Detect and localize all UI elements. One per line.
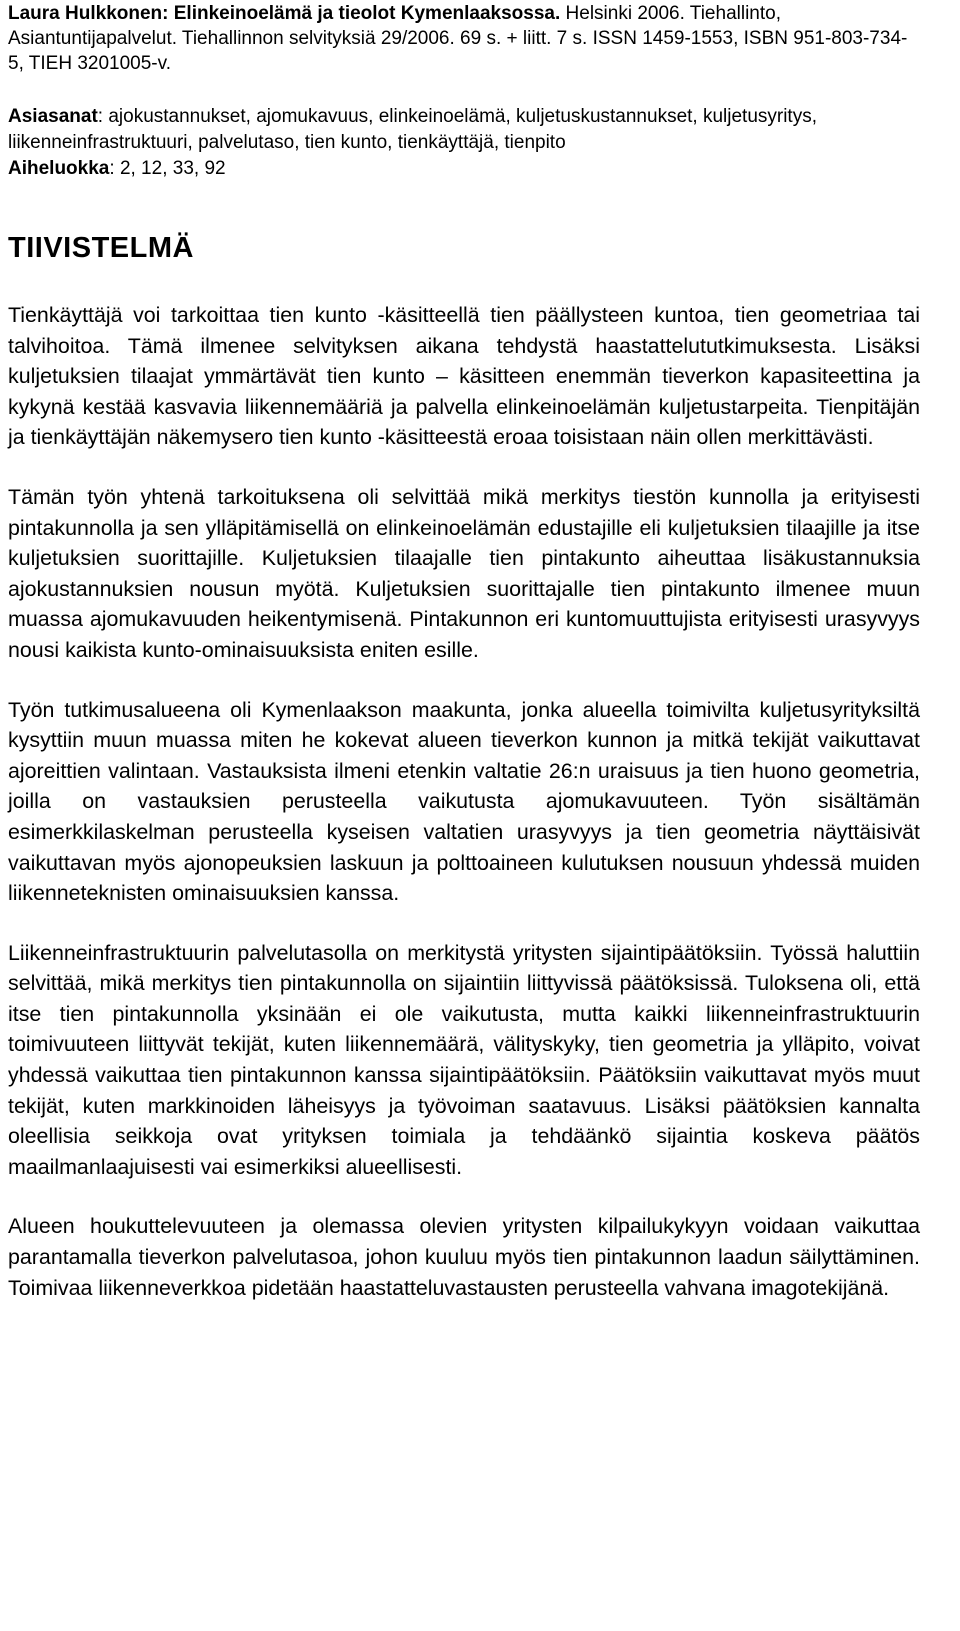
document-page [8,0,920,1303]
subject-class-label: Aiheluokka [8,158,110,179]
keywords-value: ajokustannukset, ajomukavuus, elinkeinoelämä, kuljetuskustannukset, kuljetusyritys, liikenneinfrastruktuuri, palvelutaso, tien kunto, tienkäyttäjä, tienpito [8,106,817,153]
paragraph: Työn tutkimusalueena oli Kymenlaakson maakunta, jonka alueella toimivilta kuljetusyrityksiltä kysyttiin muun muassa miten he kokevat alueen tieverkon kunnon ja mitkä tekijät vaikuttavat ajoreittien valintaan. Vastauksista ilmeni etenkin valtatie 26:n uraisuus ja tien huono geometria, joilla on vastauksien perusteella vaikutusta ajomukavuuteen. Työn sisältämän esimerkkilaskelman perusteella kyseisen valtatien urasyvyys ja tien geometria näyttäisivät vaikuttavan myös ajonopeuksien laskuun ja polttoaineen kulutuksen nousuun yhdessä muiden liikenneteknisten ominaisuuksien kanssa. [8,697,920,906]
paragraph: Tämän työn yhtenä tarkoituksena oli selvittää mikä merkitys tiestön kunnolla ja erityisesti pintakunnolla ja sen ylläpitämisellä on elinkeinoelämän edustajille eli kuljetuksien tilaajille ja itse kuljetuksien suorittajille. Kuljetuksien tilaajalle tien pintakunto aiheuttaa lisäkustannuksia ajokustannuksien nousun myötä. Kuljetuksien suorittajalle tien pintakunto ilmenee muun muassa ajomukavuuden heikentymisenä. Pintakunnon eri kuntomuuttujista erityisesti urasyvyys nousi kaikista kunto-ominaisuuksista eniten esille. [8,484,920,662]
subject-class-line [8,156,920,182]
section-heading: TIIVISTELMÄ [8,232,194,264]
subject-class-separator: : [109,158,120,179]
metadata-block [8,104,920,182]
paragraph: Alueen houkuttelevuuteen ja olemassa olevien yritysten kilpailukykyyn voidaan vaikuttaa parantamalla tieverkon palvelutasoa, johon kuuluu myös tien pintakunnon laadun säilyttäminen. Toimivaa liikenneverkkoa pidetään haastatteluvastausten perusteella vahvana imagotekijänä. [8,1214,920,1300]
citation [8,0,920,76]
paragraph: Tienkäyttäjä voi tarkoittaa tien kunto -käsitteellä tien päällysteen kuntoa, tien geometriaa tai talvihoitoa. Tämä ilmenee selvityksen aikana tehdystä haastattelututkimuksesta. Lisäksi kuljetuksien tilaajat ymmärtävät tien kunto – käsitteen enemmän tieverkon kapasiteettina ja kykynä kestää kasvavia liikennemääriä ja palvella elinkeinoelämän kuljetustarpeita. Tienpitäjän ja tienkäyttäjän näkemysero tien kunto -käsitteestä eroaa toisistaan näin ollen merkittävästi. [8,303,920,450]
subject-class-value: 2, 12, 33, 92 [119,158,226,179]
paragraph: Liikenneinfrastruktuurin palvelutasolla on merkitystä yritysten sijaintipäätöksiin. Työssä haluttiin selvittää, mikä merkitys tien pintakunnolla on sijaintiin liittyvissä päätöksissä. Tuloksena oli, että itse tien pintakunnolla yksinään ei ole vaikutusta, mutta kaikki liikenneinfrastruktuurin toimivuuteen liittyvät tekijät, kuten liikennemäärä, välityskyky, tien geometria ja ylläpito, voivat yhdessä vaikuttaa tien pintakunnon kanssa sijaintipäätöksiin. Päätöksiin vaikuttavat myös muut tekijät, kuten markkinoiden läheisyys ja työvoiman saatavuus. Lisäksi päätöksien kannalta oleellisia seikkoja ovat yrityksen toimiala ja tehdäänkö sijaintia koskeva päätös maailmanlaajuisesti vai esimerkiksi alueellisesti. [8,940,920,1179]
citation-publication: Helsinki 2006. Tiehallinto, Asiantuntijapalvelut. Tiehallinnon selvityksiä 29/2006. 69 s. + liitt. 7 s. ISSN 1459-1553, ISBN 951-803-734-5, TIEH 3201005-v. [8,3,908,74]
citation-author-title: Laura Hulkkonen: Elinkeinoelämä ja tieolot Kymenlaaksossa. [8,3,561,24]
keywords-separator: : [97,106,109,127]
keywords-label: Asiasanat [8,106,98,127]
keywords-line [8,104,920,156]
